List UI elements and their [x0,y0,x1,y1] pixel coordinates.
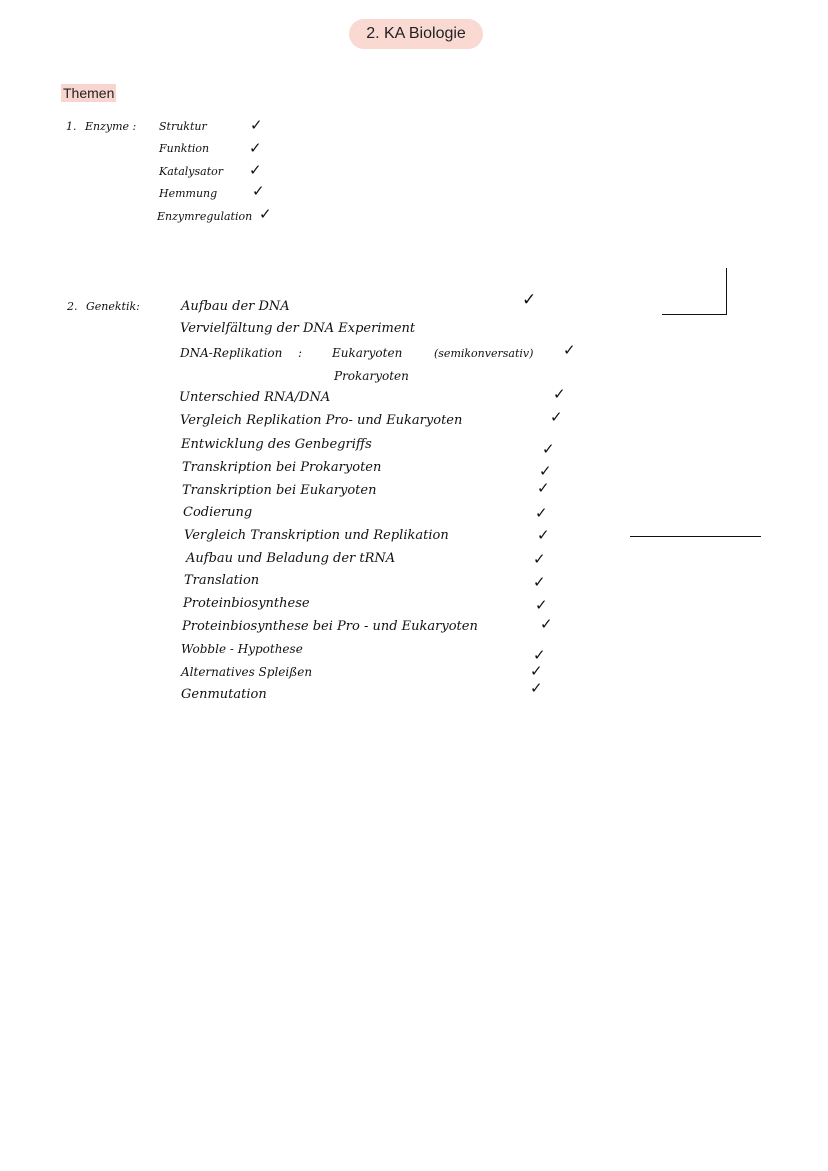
checkmark-icon: ✓ [533,550,546,568]
enzymes-item-struktur: Struktur [159,120,207,133]
genetics-item-transkription-pro: Transkription bei Prokaryoten [182,460,382,475]
checkmark-icon: ✓ [249,139,262,157]
checkmark-icon: ✓ [533,573,546,591]
checkmark-icon: ✓ [522,290,537,310]
genetics-item-colon: : [298,346,303,360]
corner-line-horizontal [662,314,727,315]
checkmark-icon: ✓ [542,440,555,458]
page-title: 2. KA Biologie [349,19,483,49]
genetics-item-aufbau-dna: Aufbau der DNA [181,299,290,314]
checkmark-icon: ✓ [553,385,566,403]
enzymes-label: Enzyme : [85,120,137,133]
genetics-item-proteinbiosynthese: Proteinbiosynthese [183,596,310,611]
genetics-item-vergleich-replikation: Vergleich Replikation Pro- und Eukaryoten [180,413,463,428]
genetics-item-semikonservativ: (semikonversativ) [434,347,534,360]
enzymes-item-enzymregulation: Enzymregulation [157,210,253,223]
corner-line-vertical [726,268,727,315]
checkmark-icon: ✓ [535,504,548,522]
checkmark-icon: ✓ [530,662,543,680]
genetics-item-genmutation: Genmutation [181,687,267,702]
genetics-number: 2. [67,300,78,313]
checkmark-icon: ✓ [540,615,553,633]
genetics-item-eukaryoten: Eukaryoten [332,346,403,360]
checkmark-icon: ✓ [537,479,550,497]
enzymes-item-katalysator: Katalysator [159,165,223,178]
genetics-item-wobble: Wobble - Hypothese [181,642,303,656]
genetics-item-translation: Translation [184,573,260,588]
genetics-label: Genektik: [86,300,140,313]
genetics-item-dna-replikation: DNA-Replikation [180,346,283,360]
checkmark-icon: ✓ [535,596,548,614]
checkmark-icon: ✓ [563,341,576,359]
genetics-item-spleissen: Alternatives Spleißen [181,665,313,679]
checkmark-icon: ✓ [537,526,550,544]
divider-line [630,536,761,537]
enzymes-item-hemmung: Hemmung [159,187,218,200]
genetics-item-transkription-eu: Transkription bei Eukaryoten [182,483,377,498]
genetics-item-unterschied: Unterschied RNA/DNA [179,390,331,405]
genetics-item-vergleich-transkription: Vergleich Transkription und Replikation [184,528,449,543]
genetics-item-codierung: Codierung [183,505,253,520]
section-title: Themen [63,85,115,101]
checkmark-icon: ✓ [530,679,543,697]
enzymes-number: 1. [66,120,77,133]
checkmark-icon: ✓ [249,161,262,179]
checkmark-icon: ✓ [250,116,263,134]
checkmark-icon: ✓ [259,205,272,223]
genetics-item-proteinbiosynthese-pro-eu: Proteinbiosynthese bei Pro - und Eukaryoten [182,619,478,634]
genetics-item-trna: Aufbau und Beladung der tRNA [186,551,396,566]
checkmark-icon: ✓ [539,462,552,480]
genetics-item-vervielfaeltigung: Vervielfältung der DNA Experiment [180,321,416,336]
genetics-item-genbegriff: Entwicklung des Genbegriffs [181,437,372,452]
checkmark-icon: ✓ [252,182,265,200]
enzymes-item-funktion: Funktion [159,142,210,155]
genetics-item-prokaryoten: Prokaryoten [334,369,409,383]
checkmark-icon: ✓ [550,408,563,426]
checkmark-icon: ✓ [533,646,546,664]
